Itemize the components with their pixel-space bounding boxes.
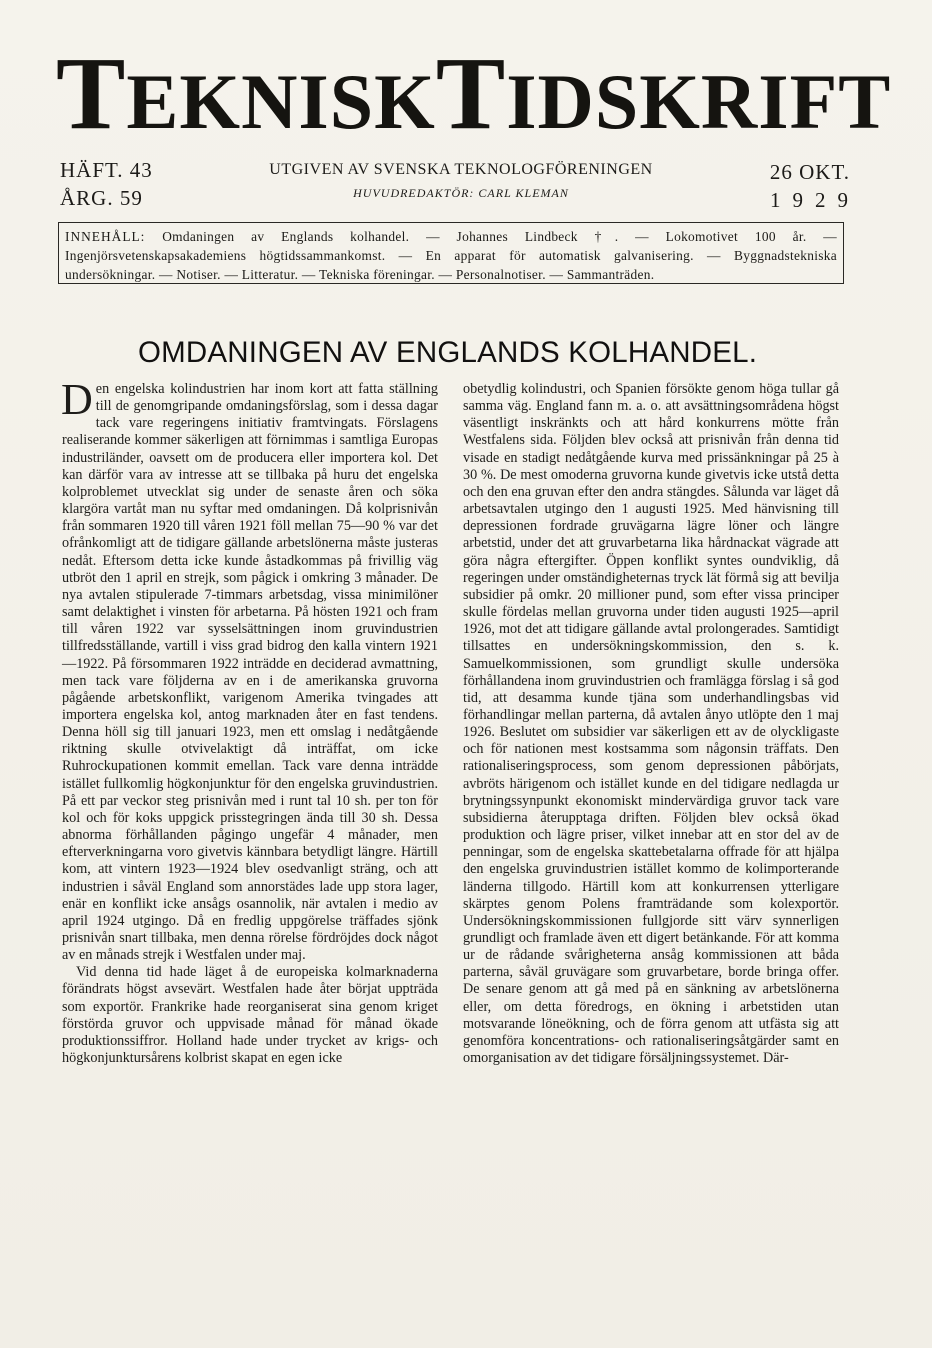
masthead-initial-2: T	[435, 36, 507, 151]
issue-number: HÄFT. 43	[60, 158, 153, 182]
editor-line: HUVUDREDAKTÖR: CARL KLEMAN	[353, 186, 569, 200]
publisher-line: UTGIVEN AV SVENSKA TEKNOLOGFÖRENINGEN	[269, 161, 653, 178]
article-paragraph: obetydlig kolindustri, och Spanien försökte genom höga tullar gå samma väg. England fann m. a. o. att avsättningsområdena högst väsentligt inskränkts och att hård konkurrens mötte från Westfalens sida. Följden blev också att prisnivån från denna tid visade en stadigt nedåtgående kurva med prissänkningar på 25 à 30 %. De mest omoderna gruvorna kunde givetvis icke utstå detta och den ena gruvan efter den andra stängdes. Sålunda var läget då arbetsavtalen utgingo den 1 augusti 1925. Med hänvisning till depressionen fordrade gruvägarna lägre löner och längre arbetstid, under det att gruvarbetarna lika hårdnackat vägrade att göra några eftergifter. Öppen konflikt syntes oundviklig, då regeringen under omständigheternas tryck lät förmå sig att bevilja subsidier på omkr. 20 millioner pund, som efter vissa principer skulle fördelas mellan gruvorna under tiden augusti 1925—april 1926, mot det att tidigare gällande avtal prolongerades. Samtidigt tillsattes en undersökningskommission, den s. k. Samuelkommissionen, som grundligt skulle undersöka förhållandena inom gruvindustrien och framlägga förslag i så god tid, att desamma kunde tjäna som underhandlingsbas vid förhandlingar mellan parterna, då avtalen ånyo utlöpte den 1 maj 1926. Beslutet om subsidier var säkerligen ett av de olyckligaste och för nationen mest kostsamma som någonsin träffats. Den rationaliseringsprocess, som genom depressionen påbörjats, avbröts härigenom och istället kunde en del tidigare nedlagda ur brytningssynpunkt ekonomiskt mindervärdiga gruvor tack vare subsidierna återupptaga driften. Följden blev också ökad produktion och lägre priser, vilket innebar att en stor del av de penningar, som de engelska skattebetalarna offrade för att hjälpa den engelska gruvindustrien istället kommo de kolimporterande länderna tillgodo. Härtill kom att konkurrensen ytterligare skärptes genom Polens framträdande som kolexportör. Undersökningskommissionen fullgjorde sitt värv synnerligen grundligt och framlade även ett digert betänkande. För att komma ur de rådande svårigheterna ansåg kommissionen att båda parterna, såväl gruvägare som gruvarbetare, borde bringa offer. De senare genom att gå med på en sänkning av arbetslönerna eller, om detta föredrogs, en ökning i arbetstiden utan motsvarande löneökning, och de förra genom att utfästa sig att genomföra koncentrations- och rationaliseringsåtgärder samt en omorganisation av det tidigare försäljningssystemet. Där-	[463, 381, 839, 1067]
contents-label: INNEHÅLL:	[65, 229, 146, 244]
article-paragraph	[61, 375, 438, 964]
masthead-initial-1: T	[56, 36, 127, 151]
article-column-left	[61, 375, 438, 1067]
paragraph-text: en engelska kolindustrien har inom kort att fatta ställning till de genomgripande omdaningsförslag, som i dessa dagar tack vare regeringens initiativ framtvingats. Förslagens realiserande kommer säkerligen att förnimmas i samtliga Europas industriländer, oavsett om de producera eller importera kol. Det kan därför vara av intresse att se tillbaka på huru det engelska kolproblemet utvecklat sig under de senaste åren och söka klargöra vartåt man nu syftar med omdaningen. Då kolprisnivån från sommaren 1920 till våren 1921 föll mellan 75—90 % var det ofrånkomligt att de tidigare gällande arbetslönerna måste justeras nedåt. Eftersom detta icke kunde åstadkommas på frivillig väg utbröt den 1 april en strejk, som pågick i omkring 3 månader. De nya avtalen stipulerade 7-timmars arbetsdag, vissa minimilöner samt delaktighet i vinsten för arbetarna. På hösten 1921 och fram till våren 1922 var sysselsättningen inom gruvindustrien tillfredsställande, vartill i viss grad bidrog den kalla vintern 1921—1922. På försommaren 1922 inträdde en deciderad avmattning, men tack vare följderna av en i de amerikanska gruvorna pågående arbetskonflikt, varigenom Amerika tvingades att importera engelska kol, antog marknaden åter en fast tendens. Denna höll sig till januari 1923, men ett omslag i nedåtgående riktning skulle otvivelaktigt då inträffat, om icke Ruhrockupationen kommit emellan. Tack vare denna inträdde istället fullkomlig högkonjunktur för den engelska gruvindustrien. På ett par veckor steg prisnivån med i runt tal 10 sh. per ton för kol och för koks uppgick prisstegringen ända till 30 sh. Dessa abnorma förhållanden pågingo ungefär 4 månader, men efterverkningarna voro givetvis kännbara betydligt längre. Härtill kom, att vintern 1923—1924 blev osedvanligt sträng, och att industrien i såväl England som annorstädes lade upp stora lager, enär en konflikt icke ansågs osannolik, när avtalen i medio av april 1924 utgingo. Då en fredlig uppgörelse träffades sjönk prisnivån snart tillbaka, men denna rörelse fördröjdes dock något av en månads strejk i Westfalen under maj.	[62, 381, 438, 964]
publisher-info	[246, 160, 676, 201]
masthead-title	[56, 36, 892, 151]
article-column-right	[463, 381, 839, 1067]
contents-text: Omdaningen av Englands kolhandel. — Johannes Lindbeck †. — Lokomotivet 100 år. — Ingenjörsvetenskapsakademiens högtidssammankomst. — En apparat för automatisk galvanisering. — Byggnadstekniska undersökningar. — Notiser. — Litteratur. — Tekniska föreningar. — Personalnotiser. — Sammanträden.	[65, 229, 837, 282]
article-paragraph: Vid denna tid hade läget å de europeiska kolmarknaderna förändrats högst avsevärt. Westfalen hade åter börjat uppträda som exportör. Frankrike hade reorganiserat sina genom kriget förstörda gruvor och uppvisade månad för månad ökade produktionssiffror. Holland hade under trycket av krigs- och högkonjunktursårens kolbrist skapat en egen icke	[62, 964, 438, 1067]
table-of-contents-box	[58, 222, 844, 284]
masthead-word-1: EKNISK	[126, 58, 436, 145]
issue-date	[769, 158, 860, 214]
date-line: 26 OKT.	[769, 160, 850, 184]
drop-cap: D	[61, 375, 93, 424]
issue-info	[60, 156, 153, 212]
volume-number: ÅRG. 59	[60, 186, 143, 210]
article-title: OMDANINGEN AV ENGLANDS KOLHANDEL.	[138, 336, 758, 369]
masthead-word-2: IDSKRIFT	[506, 58, 892, 145]
year-line: 1929	[770, 188, 860, 212]
